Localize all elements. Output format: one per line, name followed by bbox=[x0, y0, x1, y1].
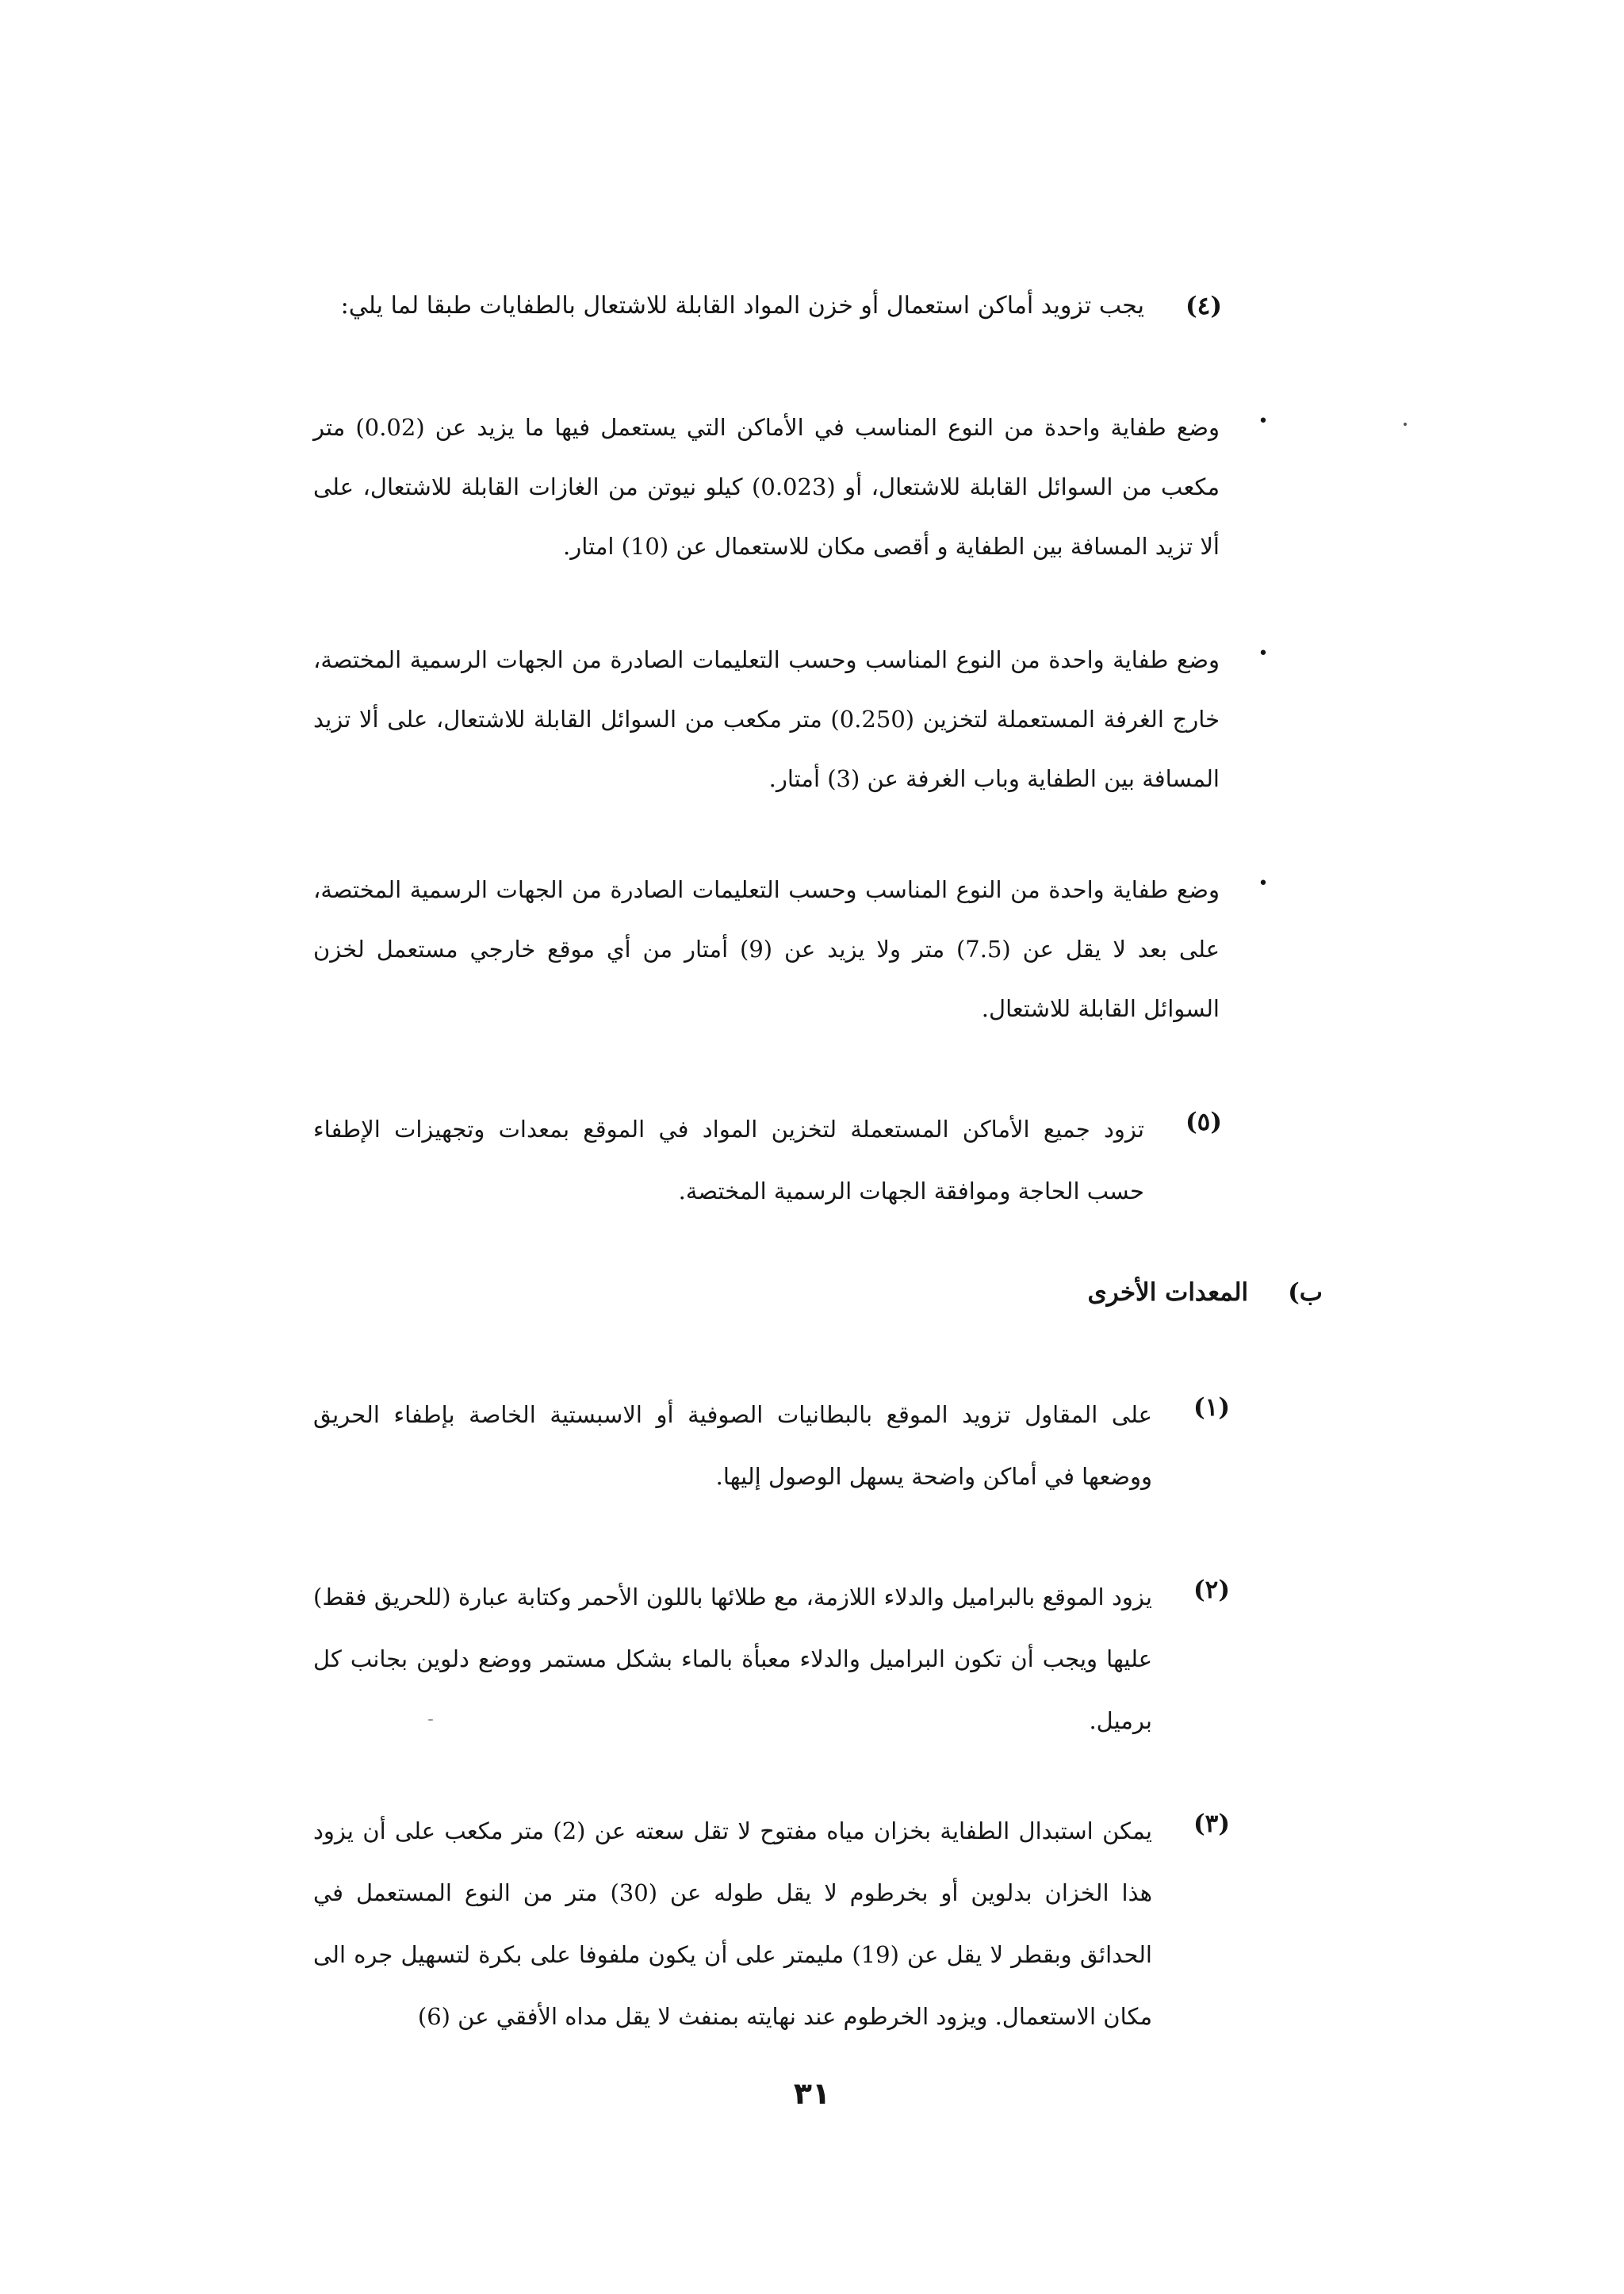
bullet-icon: • bbox=[1258, 644, 1269, 664]
section-4-text: يجب تزويد أماكن استعمال أو خزن المواد القابلة للاشتعال بالطفايات طبقا لما يلي: bbox=[340, 292, 1144, 320]
bullet-item-2-text: وضع طفاية واحدة من النوع المناسب وحسب التعليمات الصادرة من الجهات الرسمية المختصة، خارج الغرفة المستعملة لتخزين (0.250) متر مكعب من السوائل القابلة للاشتعال، على ألا تزيد المسافة بين الطفاية وباب الغرفة عن (3) أمتار. bbox=[313, 646, 1220, 792]
section-b-1-text: على المقاول تزويد الموقع بالبطانيات الصوفية أو الاسبستية الخاصة بإطفاء الحريق ووضعها في أماكن واضحة يسهل الوصول إليها. bbox=[313, 1401, 1152, 1490]
page-number: ٣١ bbox=[793, 2076, 831, 2111]
section-5-text: تزود جميع الأماكن المستعملة لتخزين المواد في الموقع بمعدات وتجهيزات الإطفاء حسب الحاجة وموافقة الجهات الرسمية المختصة. bbox=[313, 1116, 1144, 1204]
section-b-title: المعدات الأخرى bbox=[1087, 1278, 1249, 1307]
bullet-item-3-text: وضع طفاية واحدة من النوع المناسب وحسب التعليمات الصادرة من الجهات الرسمية المختصة، على بعد لا يقل عن (7.5) متر ولا يزيد عن (9) أمتار من أي موقع خارجي مستعمل لخزن السوائل القابلة للاشتعال. bbox=[313, 876, 1220, 1022]
section-5 bbox=[313, 1098, 1231, 1222]
bullet-item-1-text: وضع طفاية واحدة من النوع المناسب في الأماكن التي يستعمل فيها ما يزيد عن (0.02) متر مكعب من السوائل القابلة للاشتعال، أو (0.023) كيلو نيوتن من الغازات القابلة للاشتعال، على ألا تزيد المسافة بين الطفاية و أقصى مكان للاستعمال عن (10) امتار. bbox=[313, 414, 1220, 560]
section-b-1 bbox=[313, 1384, 1239, 1507]
section-b-2-text: يزود الموقع بالبراميل والدلاء اللازمة، مع طلائها باللون الأحمر وكتابة عبارة (للحريق فقط) عليها ويجب أن تكون البراميل والدلاء معبأة بالماء بشكل مستمر ووضع دلوين بجانب كل برميل. bbox=[313, 1584, 1152, 1734]
section-b-heading bbox=[1088, 1269, 1323, 1316]
section-b-1-number: (١) bbox=[1193, 1393, 1230, 1422]
section-5-number: (٥) bbox=[1185, 1108, 1222, 1136]
section-b-3-number: (٣) bbox=[1193, 1810, 1230, 1838]
section-b-3 bbox=[313, 1800, 1239, 2047]
bullet-item-1 bbox=[313, 398, 1283, 576]
scan-speck bbox=[428, 1719, 433, 1721]
section-b-3-text: يمكن استبدال الطفاية بخزان مياه مفتوح لا تقل سعته عن (2) متر مكعب على أن يزود هذا الخزان بدلوين أو بخرطوم لا يقل طوله عن (30) متر من النوع المستعمل في الحدائق وبقطر لا يقل عن (19) مليمتر على أن يكون ملفوفا على بكرة لتسهيل جره الى مكان الاستعمال. ويزود الخرطوم عند نهايته بمنفث لا يقل مداه الأفقي عن (6) bbox=[313, 1817, 1153, 2030]
bullet-icon: • bbox=[1258, 874, 1269, 894]
bullet-item-2 bbox=[313, 630, 1283, 809]
bullet-item-3 bbox=[313, 860, 1283, 1039]
section-4-number: (٤) bbox=[1185, 292, 1222, 320]
scan-speck bbox=[1404, 423, 1407, 426]
section-b-letter: ب) bbox=[1288, 1278, 1323, 1307]
section-4 bbox=[313, 282, 1231, 330]
section-b-2 bbox=[313, 1566, 1239, 1752]
bullet-icon: • bbox=[1258, 412, 1269, 431]
section-b-2-number: (٢) bbox=[1193, 1576, 1230, 1604]
